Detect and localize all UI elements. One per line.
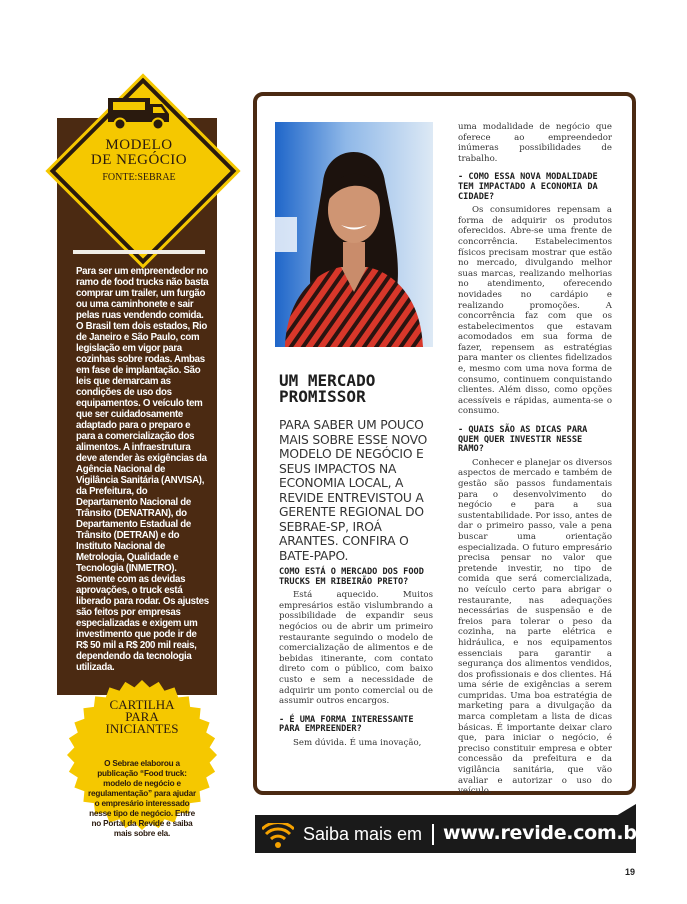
article-column-2 <box>458 122 612 806</box>
badge-title-line1: CARTILHA <box>109 697 175 712</box>
question-4: - QUAIS SÃO AS DICAS PARA QUEM QUER INVESTIR NESSE RAMO? <box>458 425 588 455</box>
question-3: - COMO ESSA NOVA MODALIDADE TEM IMPACTADO A ECONOMIA DA CIDADE? <box>458 172 598 202</box>
business-model-diamond <box>48 76 230 258</box>
footer-separator <box>432 824 434 845</box>
answer-3: Os consumidores repensam a forma de adquirir os produtos oferecidos. Abre-se uma frente de concorrência. Estabelecimentos físicos precisam mostrar que estão no mercado, divulgando melhor suas marcas, realizando melhorias no atendimento, oferecendo novidades no cardápio e realizando promoções. A concorrência faz com que os estabelecimentos que estavam acomodados em sua forma de fazer, repensem as estratégias para manter os clientes fidelizados e, mesmo com uma nova forma de consumo, continuem conquistando clientes. Além disso, como opções acessíveis e rápidas, aumenta-se o consumo. <box>458 205 612 417</box>
answer-2-start: Sem dúvida. É uma inovação, <box>293 737 422 748</box>
answer-1: Está aquecido. Muitos empresários estão vislumbrando a possibilidade de expandir seus negócios ou de abrir um primeiro restaurante seguindo o modelo de comercialização de alimentos e de bebidas itinerante, com contato direto com o público, com baixo custo e sem a necessidade de adquirir um ponto comercial ou de assumir outros encargos. <box>279 590 433 707</box>
interviewee-photo <box>275 122 433 347</box>
diamond-title-line2: DE NEGÓCIO <box>90 152 188 168</box>
sidebar-divider <box>73 250 205 254</box>
article-intro: PARA SABER UM POUCO MAIS SOBRE ESSE NOVO MODELO DE NEGÓCIO E SEUS IMPACTOS NA ECONOMIA LOCAL, A REVIDE ENTREVISTOU A GERENTE REGIONAL DO SEBRAE-SP, IROÁ ARANTES. CONFIRA O BATE-PAPO. <box>279 418 428 563</box>
footer-label: Saiba mais em <box>303 824 423 844</box>
badge-text: O Sebrae elaborou a publicação “Food truck: modelo de negócio e regulamentação” para ajudar o empresário interessado nesse tipo de negócio. Entre no Portal da Revide e saiba mais sobre ela. <box>88 759 196 838</box>
article-title-line1: UM MERCADO <box>279 371 376 390</box>
badge-title-line3: INICIANTES <box>105 721 179 736</box>
badge-content <box>66 679 218 838</box>
answer-2-continued: uma modalidade de negócio que oferece ao empreendedor inúmeras possibilidades de trabalho. <box>458 122 612 164</box>
diamond-title-line1: MODELO <box>105 137 173 153</box>
diamond-source: FONTE:SEBRAE <box>102 172 176 183</box>
article-title-line2: PROMISSOR <box>279 387 366 406</box>
footer-url-link[interactable]: www.revide.com.br <box>443 822 646 844</box>
page-number: 19 <box>625 867 636 877</box>
sidebar-text: Para ser um empreendedor no ramo de food trucks não basta comprar um trailer, um furgão ou uma caminhonete e sair pelas ruas vendendo comida. O Brasil tem dois estados, Rio de Janeiro e São Paulo, com legislação em vigor para cozinhas sobre rodas. Ambas em fase de implantação. São leis que demarcam as condições de uso dos equipamentos. O veículo tem que ser cuidadosamente adaptado para o preparo e para a comercialização dos alimentos. A infraestrutura deve atender às exigências da Agência Nacional de Vigilância Sanitária (ANVISA), da Prefeitura, do Departamento Nacional de Trânsito (DENATRAN), do Departamento Estadual de Trânsito (DETRAN) e do Instituto Nacional de Metrologia, Qualidade e Tecnologia (INMETRO). Somente com as devidas aprovações, o truck está liberado para rodar. Os ajustes são feitos por empresas especializadas e exigem um investimento que pode ir de R$ 50 mil a R$ 200 mil reais, dependendo da tecnologia utilizada. <box>76 266 209 673</box>
badge-title-line2: PARA <box>125 709 159 724</box>
article-title <box>279 373 439 405</box>
wifi-icon <box>262 823 294 849</box>
article-column-1 <box>279 568 433 758</box>
question-1: COMO ESTÁ O MERCADO DOS FOOD TRUCKS EM RIBEIRÃO PRETO? <box>279 567 424 587</box>
question-2: - É UMA FORMA INTERESSANTE PARA EMPREENDER? <box>279 714 414 735</box>
food-truck-icon <box>106 94 172 132</box>
answer-4: Conhecer e planejar os diversos aspectos de mercado e também de gestão são passos fundamentais para o desenvolvimento do negócio e para a sua sustentabilidade. Por isso, antes de dar o primeiro passo, vale a pena buscar uma orientação especializada. O futuro empresário precisa pensar no valor que pretende investir, no tipo de comida que será comercializada, no veículo certo para abrigar o restaurante, nas adequações necessárias de suspensão e de freios para tolerar o peso da cozinha, na parte elétrica e hidráulica, e nos equipamentos essenciais para garantir a segurança dos alimentos vendidos, dos profissionais e dos clientes. Há uma série de exigências a serem cumpridas. Uma boa estratégia de marketing para a divulgação da marca completam a lista de dicas básicas. É importante deixar claro que, para iniciar o negócio, é preciso constituir empresa e obter concessão da prefeitura e da vigilância sanitária, que vão avaliar e autorizar o uso do veículo. <box>458 457 613 797</box>
